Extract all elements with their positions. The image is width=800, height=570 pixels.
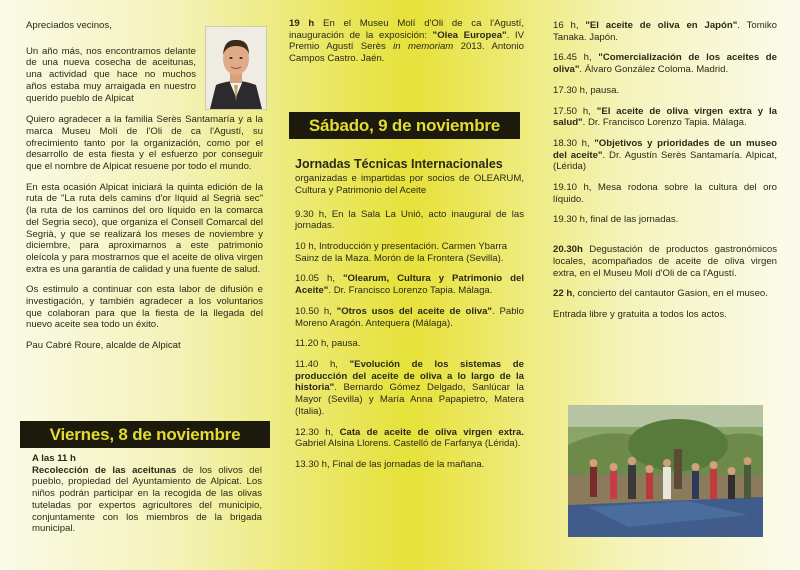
jornadas-item-5: 11.20 h, pausa. (295, 338, 361, 350)
free-entry-note: Entrada libre y gratuita a todos los actos. (553, 308, 727, 320)
c3-item1-text: . Tomiko Tanaka. Japón. (553, 20, 777, 43)
exhibition-entry (289, 18, 524, 65)
item4-time: 10.50 h, (295, 305, 337, 317)
mayor-signature: Pau Cabré Roure, alcalde de Alpicat (26, 340, 181, 352)
c3-item5-time: 18.30 h, (553, 137, 595, 149)
item4-text: . Pablo Moreno Aragón. Antequera (Málaga). (295, 305, 524, 329)
exhibition-text-b: . IV Premio Agustí Serès (289, 29, 524, 53)
exhibition-title: "Olea Europea" (432, 29, 507, 41)
olive-harvest-photo (568, 405, 763, 537)
saturday-banner: Sábado, 9 de noviembre (289, 112, 520, 139)
c3-item5-title: "Objetivos y prioridades de un museo del aceite" (553, 137, 778, 161)
jornadas-item-6 (295, 359, 524, 418)
jornadas-item-3 (295, 273, 524, 296)
c3-item1-time: 16 h, (553, 20, 586, 31)
c3-item4-time: 17.50 h, (553, 105, 597, 117)
route-paragraph: En esta ocasión Alpicat iniciará la quinta edición de la ruta de "La ruta dels camins d'or líquid al Segrià sec" (la ruta de los caminos del oro líquido en la comarca del Segria seco), que organiza el Consell Comarcal del Segrià, y que se realizará los meses de noviembre y diciembre, para aproximarnos a este patrimonio oleícola y para mostrarnos que el aceite de oliva virgen extra es una garantía de calidad y una fuente de salud. (26, 181, 263, 275)
c3-item2-time: 16.45 h, (553, 52, 599, 64)
item3-title: "Olearum, Cultura y Patrimonio del Aceite" (295, 273, 524, 297)
friday-time: A las 11 h (32, 453, 76, 464)
afternoon-item-7: 19.30 h, final de las jornadas. (553, 214, 679, 226)
afternoon-item-3: 17.30 h, pausa. (553, 84, 620, 96)
afternoon-item-6: 19.10 h, Mesa rodona sobre la cultura del oro líquido. (553, 182, 777, 205)
c3-item8-time: 20.30h (553, 244, 583, 256)
afternoon-item-2 (553, 52, 777, 75)
greeting: Apreciados vecinos, (26, 20, 112, 31)
c3-item2-title: "Comercialización de los aceites de oliva" (553, 52, 777, 76)
jornadas-item-7 (295, 427, 524, 450)
afternoon-item-9 (553, 288, 777, 300)
item7-text: Gabriel Alsina Llorens. Castelló de Farfanya (Lérida). (295, 438, 521, 450)
friday-event-title: Recolección de las aceitunas (32, 464, 177, 476)
item6-text: . Bernardo Gómez Delgado, Sanlúcar la Mayor (Sevilla) y María Anna Papapietro, Matera (Italia). (295, 382, 524, 417)
c3-item1-title: "El aceite de oliva en Japón" (585, 20, 738, 31)
column-right (553, 0, 777, 570)
exhibition-italic: in memoriam (393, 41, 454, 53)
c3-item8-text: Degustación de productos gastronómicos locales, acompañados de aceite de oliva virgen extra, en el Museu Molí d'Oli de ca l'Agustí. (553, 244, 777, 279)
friday-event-text: de los olivos del pueblo, propiedad del Ayuntamiento de Alpicat. Los niños podrán participar en la recogida de las olivas tuteladas por expertos agricultores del municipio, conjuntamente con los miembros de la brigada municipal. (32, 464, 262, 535)
c3-item2-text: . Álvaro González Coloma. Madrid. (579, 64, 729, 76)
jornadas-item-1: 9.30 h, En la Sala La Unió, acto inaugural de las jornadas. (295, 208, 524, 232)
intro-paragraph: Un año más, nos encontramos delante de una nueva cosecha de aceitunas, una actividad que hace no muchos años estaba muy arraigada en nuestro querido pueblo de Alpicat (26, 45, 196, 104)
friday-event (32, 465, 262, 535)
jornadas-item-4 (295, 306, 524, 329)
thanks-paragraph: Quiero agradecer a la familia Serès Santamaría y a la marca Museu Molí de l'Oli de ca l'Agustí, su ofrecimiento tanto por la organización, como por el desarrollo de esta fiesta y el esfuerzo por conseguir que el nombre de Alpicat resuene por todo el mundo. (26, 114, 263, 173)
jornadas-item-8: 13.30 h, Final de las jornadas de la mañana. (295, 458, 485, 470)
jornadas-heading: Jornadas Técnicas Internacionales (295, 157, 503, 171)
column-middle (289, 0, 524, 570)
item3-time: 10.05 h, (295, 273, 343, 285)
item7-title: Cata de aceite de oliva virgen extra. (339, 426, 524, 438)
c3-item4-title: "El aceite de oliva virgen extra y la salud" (553, 105, 777, 129)
afternoon-item-4 (553, 106, 777, 129)
item4-title: "Otros usos del aceite de oliva" (336, 305, 492, 317)
exhibition-time: 19 h (289, 18, 315, 29)
afternoon-item-1 (553, 20, 777, 43)
item6-title: "Evolución de los sistemas de producción del aceite de oliva a lo largo de la historia" (295, 358, 524, 394)
c3-item9-time: 22 h (553, 288, 573, 300)
exhibition-text-a: En el Museu Molí d'Oli de ca l'Agustí, inauguración de la exposición: (289, 18, 524, 41)
item6-time: 11.40 h, (295, 358, 350, 370)
column-left (26, 0, 263, 570)
c3-item5-text: . Dr. Agustín Serès Santamaría. Alpicat, (Lérida) (553, 149, 777, 173)
exhibition-text-c: 2013. Antonio Campos Castro. Jaén. (289, 41, 524, 65)
afternoon-item-8 (553, 244, 777, 279)
afternoon-item-5 (553, 138, 777, 173)
encouragement-paragraph: Os estimulo a continuar con esta labor de difusión e investigación, y también agradecer a los voluntarios que colaboran para que la fiesta de la llegada del nuevo aceite sea todo un éxito. (26, 284, 263, 331)
item3-text: . Dr. Francisco Lorenzo Tapia. Málaga. (328, 285, 493, 297)
jornadas-subheading: organizadas e impartidas por socios de OLEARUM, Cultura y Patrimonio del Aceite (295, 173, 524, 196)
friday-banner: Viernes, 8 de noviembre (20, 421, 270, 448)
c3-item9-text: , concierto del cantautor Gasion, en el museo. (572, 288, 768, 300)
c3-item4-text: . Dr. Francisco Lorenzo Tapia. Málaga. (582, 117, 747, 129)
jornadas-item-2: 10 h, Introducción y presentación. Carmen Ybarra Sainz de la Maza. Morón de la Frontera (Sevilla). (295, 241, 508, 264)
item7-time: 12.30 h, (295, 426, 340, 438)
